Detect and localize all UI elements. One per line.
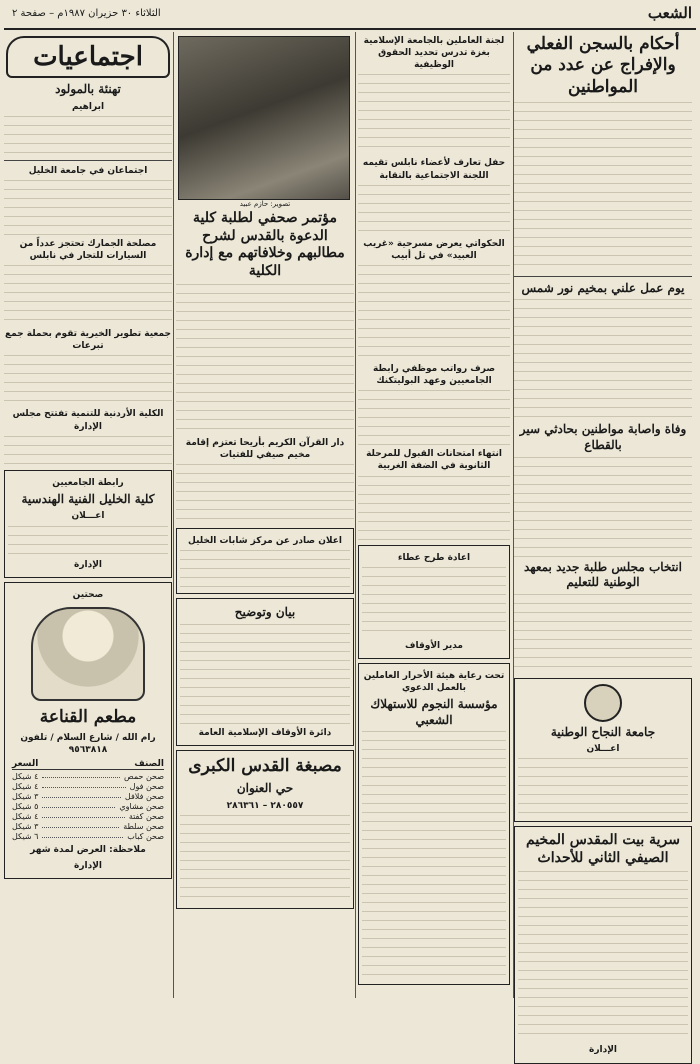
headline-islamic-univ: لجنة العاملين بالجامعة الإسلامية بغزة تدرس تحديد الحقوق الوظيفية (363, 36, 505, 71)
restaurant-ad (4, 582, 172, 879)
headline-charity: جمعية تطوير الخيرية تقوم بحملة جمع تبرعات (4, 329, 172, 352)
menu-price: ٥ شيكل (12, 802, 39, 812)
menu-item: صحن حمص (124, 772, 164, 782)
headline-nablus-party: حفل تعارف لأعضاء نابلس تقيمه اللجنة الاجتماعية بالنقابة (362, 158, 506, 181)
photo-caption: تصوير: حازم عبيد (239, 200, 291, 208)
issue-date: الثلاثاء ٣٠ حزيران ١٩٨٧م – صفحة ٢ (12, 8, 161, 19)
menu-row (12, 812, 164, 821)
menu-row (12, 802, 164, 811)
graduates-notice: اعـــلان (71, 511, 105, 522)
column-4 (4, 32, 172, 998)
menu-item: صحن فلافل (124, 792, 164, 802)
camp-ad (514, 826, 692, 1063)
page-header (4, 2, 696, 30)
university-emblem-icon (584, 684, 622, 722)
clarification-title: بيان وتوضيح (234, 605, 296, 620)
greeting-title: تهنئة بالمولود (55, 82, 121, 96)
headline-elections: انتخاب مجلس طلبة جديد بمعهد الوطنية للتعليم (524, 559, 682, 590)
greeting-from: ابراهيم (71, 101, 105, 112)
menu-price: ٤ شيكل (12, 782, 39, 792)
chef-speech-bubble: صحتين (72, 589, 104, 600)
dyeworks-ad (176, 750, 354, 909)
menu-price: ٣ شيكل (12, 792, 39, 802)
newspaper-page (4, 2, 696, 1056)
chef-illustration-icon (31, 607, 145, 701)
najah-ad (514, 678, 692, 823)
clarification-notice (176, 598, 354, 746)
menu-row (12, 832, 164, 841)
menu-item: صحن كباب (127, 832, 164, 842)
column-2 (358, 32, 510, 998)
menu-item: صحن فول (129, 782, 164, 792)
menu-price: ٤ شيكل (12, 772, 39, 782)
camp-title: سرية بيت المقدس المخيم الصيفي الثاني للأحداث (526, 832, 680, 866)
menu-item: صحن سلطة (123, 822, 164, 832)
headline-quran-camp: دار القرآن الكريم بأريحا تعتزم إقامة مخيم صيفي للفتيات (185, 438, 345, 461)
restaurant-address: رام الله / شارع السلام / تلفون ٩٥٦٣٨١٨ (20, 733, 156, 756)
graduates-footer: الإدارة (74, 559, 102, 570)
headline-hebron-meetings: اجتماعان في جامعة الخليل (28, 165, 148, 176)
headline-customs: مصلحة الجمارك تحتجز عدداً من السيارات للتجار في نابلس (19, 238, 157, 262)
headline-exams: انتهاء امتحانات القبول للمرحلة الثانوية في الضفة الغربية (366, 449, 502, 472)
menu-item: صحن كفتة (128, 812, 164, 822)
headline-dawa-college: مؤتمر صحفي لطلبة كلية الدعوة بالقدس لشرح مطالبهم وخلافاتهم مع إدارة الكلية (185, 210, 345, 279)
camp-footer: الإدارة (589, 1045, 617, 1056)
tender-footer: مدير الأوقاف (405, 640, 463, 651)
menu-header (12, 759, 164, 770)
headline-sentences: أحكام بالسجن الفعلي والإفراج عن عدد من المواطنين (526, 34, 680, 97)
menu-header-item: الصنف (134, 759, 164, 770)
graduates-sub: كلية الخليل الفنية الهندسية (21, 491, 155, 506)
menu-price: ٦ شيكل (12, 832, 39, 842)
menu-row (12, 792, 164, 801)
women-center-notice (176, 528, 354, 594)
women-center-title: اعلان صادر عن مركز شابات الخليل (188, 536, 342, 547)
headline-hakawati: الحكواتي يعرض مسرحية «غريب العبيد» في تل أبيب (363, 238, 505, 261)
dyeworks-title: مصبغة القدس الكبرى (188, 756, 342, 777)
menu-list (8, 772, 168, 841)
social-section-logo: اجتماعيات (6, 36, 170, 78)
tender-title: اعادة طرح عطاء (397, 552, 471, 563)
menu-row (12, 822, 164, 831)
column-3 (176, 32, 354, 998)
headline-college: الكلية الأردنية للتنمية تفتتح مجلس الإدارة (12, 409, 164, 432)
coop-ad (358, 663, 510, 985)
menu-header-price: السعر (12, 759, 39, 770)
graduates-title: رابطة الجامعيين (52, 477, 124, 488)
column-1 (514, 32, 692, 1056)
menu-row (12, 772, 164, 781)
dyeworks-phone: ٢٨٠٥٥٧ – ٢٨٦٣٦١ (226, 801, 304, 811)
clarification-footer: دائرة الأوقاف الإسلامية العامة (198, 728, 332, 739)
masthead: الشعب (647, 4, 692, 22)
headline-mayor: يوم عمل علني بمخيم نور شمس (521, 280, 685, 295)
coop-sponsor: تحت رعاية هيئة الأحرار العاملين بالعمل الدعوي (363, 670, 505, 693)
restaurant-name: مطعم القناعة (39, 706, 137, 727)
najah-ad-title: جامعة النجاح الوطنية (550, 724, 656, 739)
headline-salaries: صرف رواتب موظفي رابطة الجامعيين وعهد البوليتكنك (372, 363, 496, 387)
menu-row (12, 782, 164, 791)
dyeworks-sub: حي العنوان (236, 781, 294, 796)
headline-accidents: وفاة واصابة مواطنين بحادثي سير بالقطاع (519, 422, 687, 452)
tender-notice (358, 545, 510, 659)
menu-price: ٤ شيكل (12, 812, 39, 822)
graduates-ad (4, 470, 172, 578)
najah-ad-sub: اعـــلان (586, 744, 620, 755)
coop-title: مؤسسة النجوم للاستهلاك الشعبي (370, 697, 498, 727)
restaurant-footer: الإدارة (74, 860, 102, 871)
menu-item: صحن مشاوي (119, 802, 164, 812)
menu-price: ٣ شيكل (12, 822, 39, 832)
menu-note: ملاحظة: العرض لمدة شهر (30, 845, 146, 856)
